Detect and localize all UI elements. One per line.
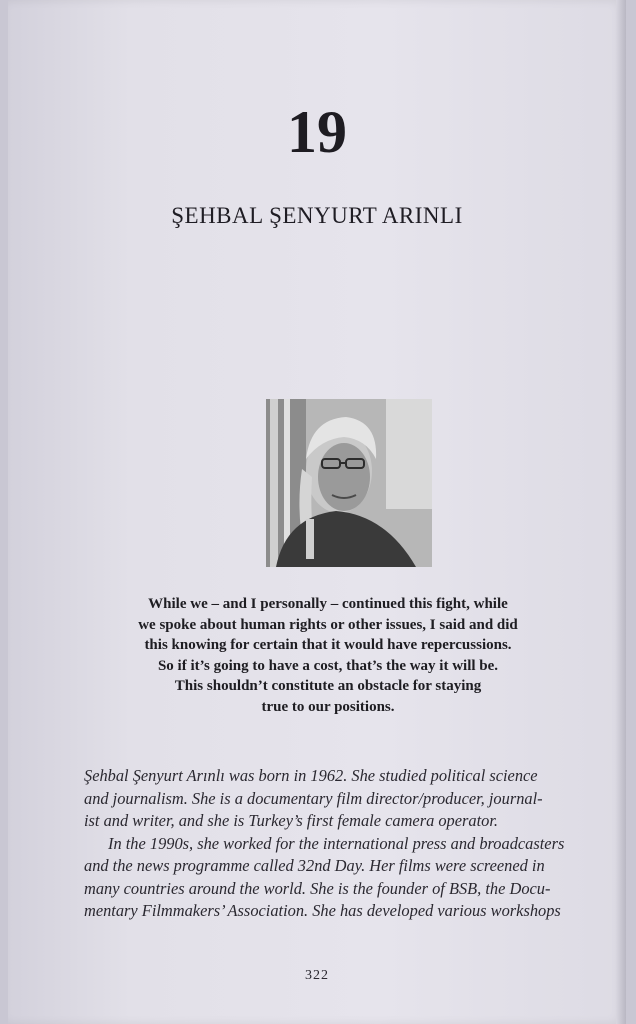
- page-number: 322: [305, 968, 329, 983]
- bio-line: In the 1990s, she worked for the international press and broadcasters: [108, 833, 565, 853]
- quote-line: we spoke about human rights or other issues, I said and did: [138, 616, 518, 633]
- bio-line: ist and writer, and she is Turkey’s first female camera operator.: [84, 811, 499, 830]
- quote-line: true to our positions.: [261, 698, 395, 715]
- biography-text: [84, 765, 596, 923]
- quote-line: This shouldn’t constitute an obstacle for staying: [174, 678, 482, 694]
- pull-quote: [98, 594, 558, 717]
- portrait-photo: [266, 399, 432, 567]
- bio-line: mentary Filmmakers’ Association. She has developed various workshops: [84, 901, 561, 920]
- bio-line: and the news programme called 32nd Day. Her films were screened in: [84, 856, 545, 875]
- quote-line: While we – and I personally – continued this fight, while: [148, 596, 508, 612]
- bio-line: and journalism. She is a documentary film director/producer, journal-: [84, 788, 543, 808]
- book-page: [8, 0, 626, 1024]
- bio-line: Şehbal Şenyurt Arınlı was born in 1962. She studied political science: [84, 766, 538, 785]
- quote-line: this knowing for certain that it would have repercussions.: [144, 637, 512, 653]
- quote-line: So if it’s going to have a cost, that’s the way it will be.: [157, 657, 499, 674]
- chapter-title: ŞEHBAL ŞENYURT ARINLI: [171, 203, 463, 228]
- bio-line: many countries around the world. She is the founder of BSB, the Docu-: [84, 878, 551, 898]
- chapter-number: 19: [287, 99, 347, 165]
